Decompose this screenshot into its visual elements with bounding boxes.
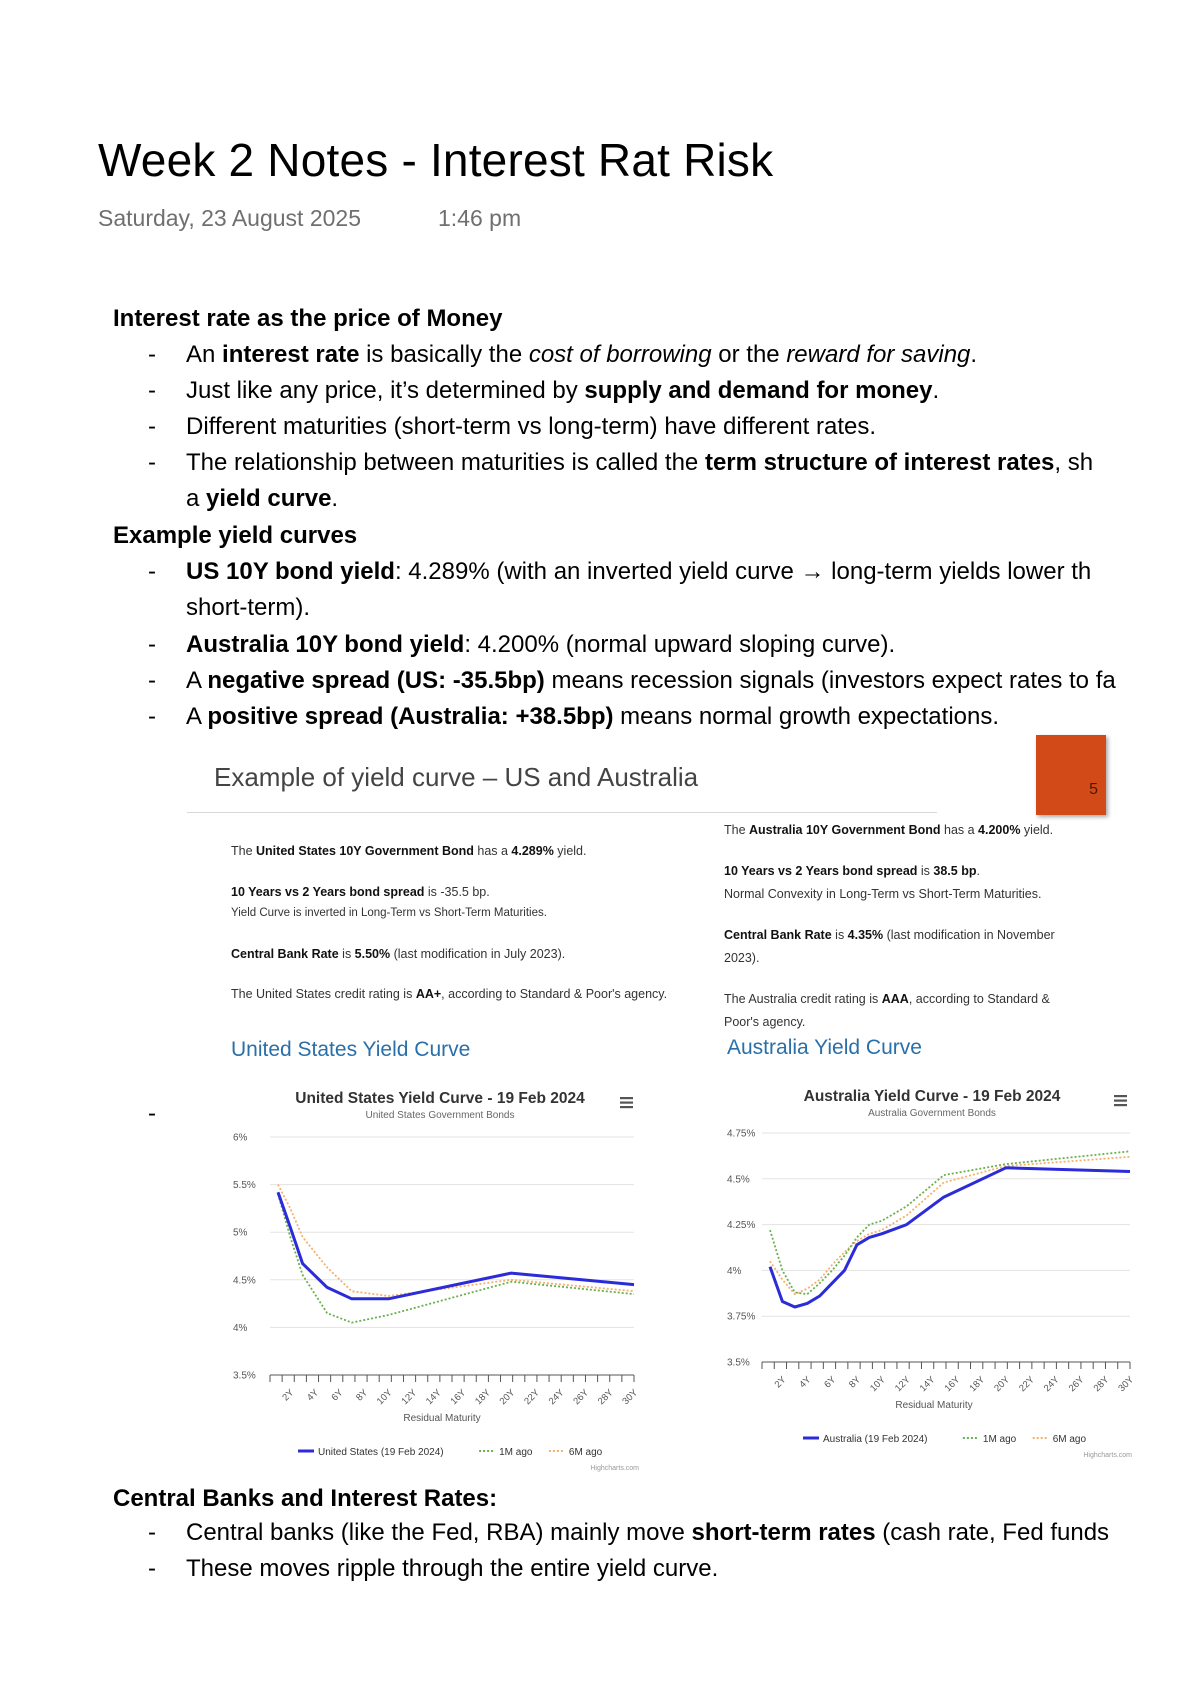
bullet-dash: - [148,631,156,658]
au-bond-yield-text: The Australia 10Y Government Bond has a 4.200% yield. [724,823,1054,837]
x-tick-label: 28Y [595,1387,616,1408]
bullet-negative-spread: A negative spread (US: -35.5bp) means recession signals (investors expect rates to fa [186,667,1116,694]
section-heading-example-yield-curves: Example yield curves [113,522,358,549]
chart-title: Australia Yield Curve - 19 Feb 2024 [803,1088,1061,1105]
x-tick-label: 12Y [399,1387,420,1408]
x-tick-label: 10Y [374,1387,395,1408]
au-curve-shape-text: Normal Convexity in Long-Term vs Short-Term Maturities. [724,887,1042,901]
note-date: Saturday, 23 August 2025 [98,205,361,231]
au-yield-chart [727,1088,1137,1459]
x-tick-label: 16Y [448,1387,469,1408]
y-tick-label: 3.75% [727,1311,756,1323]
y-tick-label: 4.75% [727,1128,756,1140]
us-curve-shape-text: Yield Curve is inverted in Long-Term vs Short-Term Maturities. [231,907,547,919]
section-heading-central-banks: Central Banks and Interest Rates: [113,1485,498,1512]
menu-bar [620,1102,633,1104]
menu-bar [620,1097,633,1099]
legend-label: 6M ago [1052,1434,1087,1445]
bullet-maturities: Different maturities (short-term vs long-term) have different rates. [186,413,877,440]
x-tick-label: 30Y [1116,1374,1137,1395]
x-tick-label: 14Y [917,1374,938,1395]
series-line-1m-ago [770,1151,1130,1294]
x-tick-label: 24Y [1041,1374,1062,1395]
bullet-dash: - [148,667,156,694]
menu-bar [1114,1100,1127,1102]
bullet-us-10y: US 10Y bond yield: 4.289% (with an inverted yield curve → long-term yields lower th [186,558,1092,585]
bullet-interest-rate: An interest rate is basically the cost of borrowing or the reward for saving. [186,341,978,368]
bullet-dash: - [148,558,156,585]
series-line-current [278,1192,634,1299]
legend-label: United States (19 Feb 2024) [318,1447,444,1458]
x-tick-label: 6Y [329,1387,346,1404]
x-tick-label: 2Y [772,1374,789,1391]
menu-bar [620,1106,633,1108]
bullet-dash: - [148,413,156,440]
chart-menu-icon [1114,1095,1127,1106]
x-tick-label: 18Y [473,1387,493,1408]
bullet-term-structure-cont: a yield curve. [186,485,339,512]
menu-bar [1114,1095,1127,1097]
bullet-dash: - [148,1100,156,1127]
bullet-dash: - [148,377,156,404]
x-tick-label: 6Y [822,1374,839,1391]
au-yield-curve-link[interactable]: Australia Yield Curve [727,1036,922,1059]
y-tick-label: 4.25% [727,1220,756,1232]
chart-menu-icon [620,1097,633,1108]
y-tick-label: 4.5% [233,1275,256,1287]
us-spread-text: 10 Years vs 2 Years bond spread is -35.5 bp. [231,885,490,899]
x-tick-label: 26Y [571,1387,592,1408]
au-central-bank-text-cont: 2023). [724,951,760,965]
legend-label: 6M ago [568,1447,603,1458]
legend-label: Australia (19 Feb 2024) [823,1434,928,1445]
x-axis-label: Residual Maturity [895,1400,973,1411]
x-axis-label: Residual Maturity [403,1413,481,1424]
x-tick-label: 18Y [967,1374,988,1395]
bullet-us-10y-cont: short-term). [186,594,311,621]
series-line-6m-ago [770,1157,1130,1294]
x-tick-label: 14Y [423,1387,444,1408]
x-tick-label: 26Y [1066,1374,1087,1395]
au-credit-rating-text-cont: Poor's agency. [724,1015,806,1029]
bullet-dash: - [148,341,156,368]
x-tick-label: 30Y [620,1387,641,1408]
x-tick-label: 8Y [847,1374,864,1391]
x-tick-label: 8Y [354,1387,371,1404]
x-tick-label: 10Y [868,1374,888,1395]
bullet-term-structure: The relationship between maturities is called the term structure of interest rates, sh [186,449,1094,476]
x-tick-label: 20Y [992,1374,1012,1395]
y-tick-label: 6% [233,1132,248,1144]
series-line-current [770,1168,1130,1307]
x-tick-label: 16Y [942,1374,963,1395]
bullet-ripple: These moves ripple through the entire yield curve. [186,1555,719,1582]
bullet-dash: - [148,703,156,730]
us-central-bank-text: Central Bank Rate is 5.50% (last modification in July 2023). [231,947,566,961]
series-line-1m-ago [278,1194,634,1323]
y-tick-label: 3.5% [233,1370,256,1382]
x-tick-label: 22Y [1017,1374,1037,1395]
au-spread-text: 10 Years vs 2 Years bond spread is 38.5 bp. [724,864,980,878]
y-tick-label: 4.5% [727,1174,750,1186]
us-yield-chart [233,1090,641,1472]
x-tick-label: 4Y [304,1387,321,1404]
legend-label: 1M ago [982,1434,1017,1445]
us-yield-curve-link[interactable]: United States Yield Curve [231,1038,471,1061]
slide-number: 5 [1089,781,1098,798]
chart-credit: Highcharts.com [1083,1452,1132,1459]
bullet-dash: - [148,449,156,476]
chart-subtitle: United States Government Bonds [365,1110,515,1121]
bullet-positive-spread: A positive spread (Australia: +38.5bp) means normal growth expectations. [186,703,1000,730]
y-tick-label: 4% [727,1265,742,1277]
x-tick-label: 20Y [497,1387,518,1408]
y-tick-label: 5.5% [233,1180,256,1192]
y-tick-label: 3.5% [727,1357,750,1369]
us-credit-rating-text: The United States credit rating is AA+, according to Standard & Poor's agency. [231,987,668,1001]
x-tick-label: 4Y [797,1374,814,1391]
bullet-dash: - [148,1519,156,1546]
y-tick-label: 5% [233,1227,248,1239]
chart-subtitle: Australia Government Bonds [868,1108,996,1119]
chart-title: United States Yield Curve - 19 Feb 2024 [295,1090,585,1107]
legend-label: 1M ago [499,1447,533,1458]
menu-bar [1114,1104,1127,1106]
x-tick-label: 22Y [522,1387,542,1408]
bullet-central-banks: Central banks (like the Fed, RBA) mainly move short-term rates (cash rate, Fed funds [186,1519,1110,1546]
x-tick-label: 28Y [1091,1374,1112,1395]
x-tick-label: 2Y [280,1387,297,1404]
x-tick-label: 24Y [546,1387,567,1408]
bullet-dash: - [148,1555,156,1582]
y-tick-label: 4% [233,1322,248,1334]
slide-heading: Example of yield curve – US and Australia [214,762,699,792]
x-tick-label: 12Y [892,1374,913,1395]
section-heading-price-of-money: Interest rate as the price of Money [113,305,503,332]
au-central-bank-text: Central Bank Rate is 4.35% (last modification in November [724,928,1055,942]
bullet-au-10y: Australia 10Y bond yield: 4.200% (normal upward sloping curve). [186,631,896,658]
au-credit-rating-text: The Australia credit rating is AAA, according to Standard & [724,992,1050,1006]
page-title: Week 2 Notes - Interest Rat Risk [98,134,774,186]
chart-credit: Highcharts.com [590,1465,639,1472]
us-bond-yield-text: The United States 10Y Government Bond has a 4.289% yield. [231,844,587,858]
note-time: 1:46 pm [438,205,522,231]
bullet-supply-demand: Just like any price, it’s determined by supply and demand for money. [186,377,940,404]
